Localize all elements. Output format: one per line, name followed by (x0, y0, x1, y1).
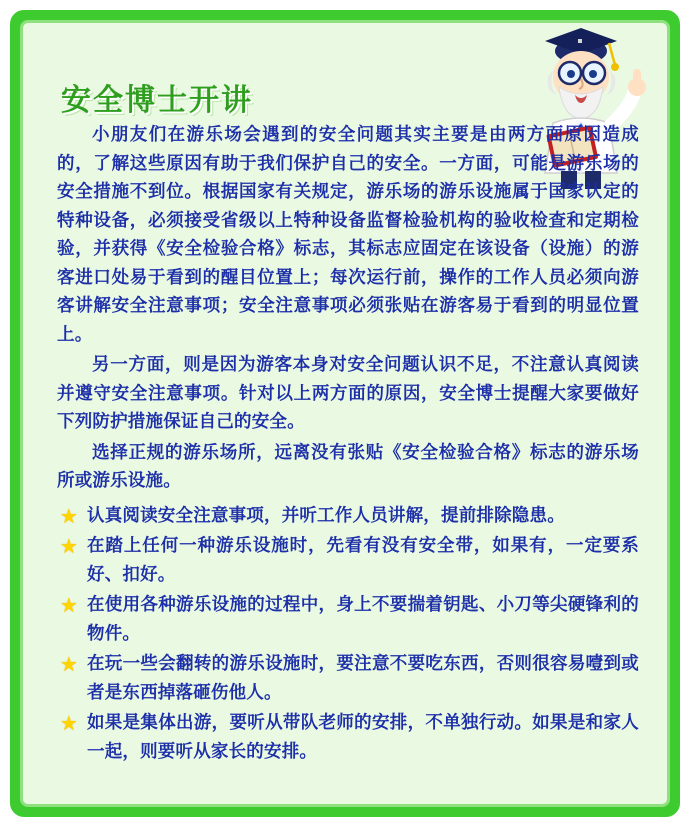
list-item (57, 650, 639, 707)
list-item (57, 709, 639, 766)
paragraph: 另一方面，则是因为游客本身对安全问题认识不足，不注意认真阅读并遵守安全注意事项。针对以上两方面的原因，安全博士提醒大家要做好下列防护措施保证自己的安全。 (57, 355, 639, 432)
list-item (57, 502, 639, 531)
list-item-label: 在玩一些会翻转的游乐设施时，要注意不要吃东西，否则很容易噎到或者是东西掉落砸伤他人。 (87, 654, 639, 703)
paragraph: 小朋友们在游乐场会遇到的安全问题其实主要是由两方面原因造成的，了解这些原因有助于我们保护自己的安全。一方面，可能是游乐场的安全措施不到位。根据国家有关规定，游乐场的游乐设施属于国家认定的特种设备，必须接受省级以上特种设备监督检验机构的验收检查和定期检验，并获得《安全检验合格》标志，其标志应固定在该设备（设施）的游客进口处易于看到的醒目位置上；每次运行前，操作的工作人员必须向游客讲解安全注意事项；安全注意事项必须张贴在游客易于看到的明显位置上。 (57, 125, 639, 345)
list-item (57, 532, 639, 589)
list-item-label: 在踏上任何一种游乐设施时，先看有没有安全带，如果有，一定要系好、扣好。 (87, 536, 639, 585)
poster-inner-panel (20, 20, 670, 807)
list-item-label: 认真阅读安全注意事项，并听工作人员讲解，提前排除隐患。 (87, 505, 565, 526)
star-icon: ★ (59, 652, 79, 676)
paragraph: 选择正规的游乐场所，远离没有张贴《安全检验合格》标志的游乐场所或游乐设施。 (57, 442, 639, 491)
poster-body (57, 121, 639, 768)
list-item-label: 如果是集体出游，要听从带队老师的安排，不单独行动。如果是和家人一起，则要听从家长的安排。 (87, 713, 639, 762)
star-icon: ★ (59, 503, 79, 528)
star-icon: ★ (59, 534, 79, 558)
star-icon: ★ (59, 593, 79, 617)
list-item (57, 591, 639, 648)
page-title: 安全博士开讲 (61, 83, 253, 118)
star-icon: ★ (59, 711, 79, 735)
safety-tips-list (57, 502, 639, 767)
list-item-label: 在使用各种游乐设施的过程中，身上不要揣着钥匙、小刀等尖硬锋利的物件。 (87, 595, 639, 644)
